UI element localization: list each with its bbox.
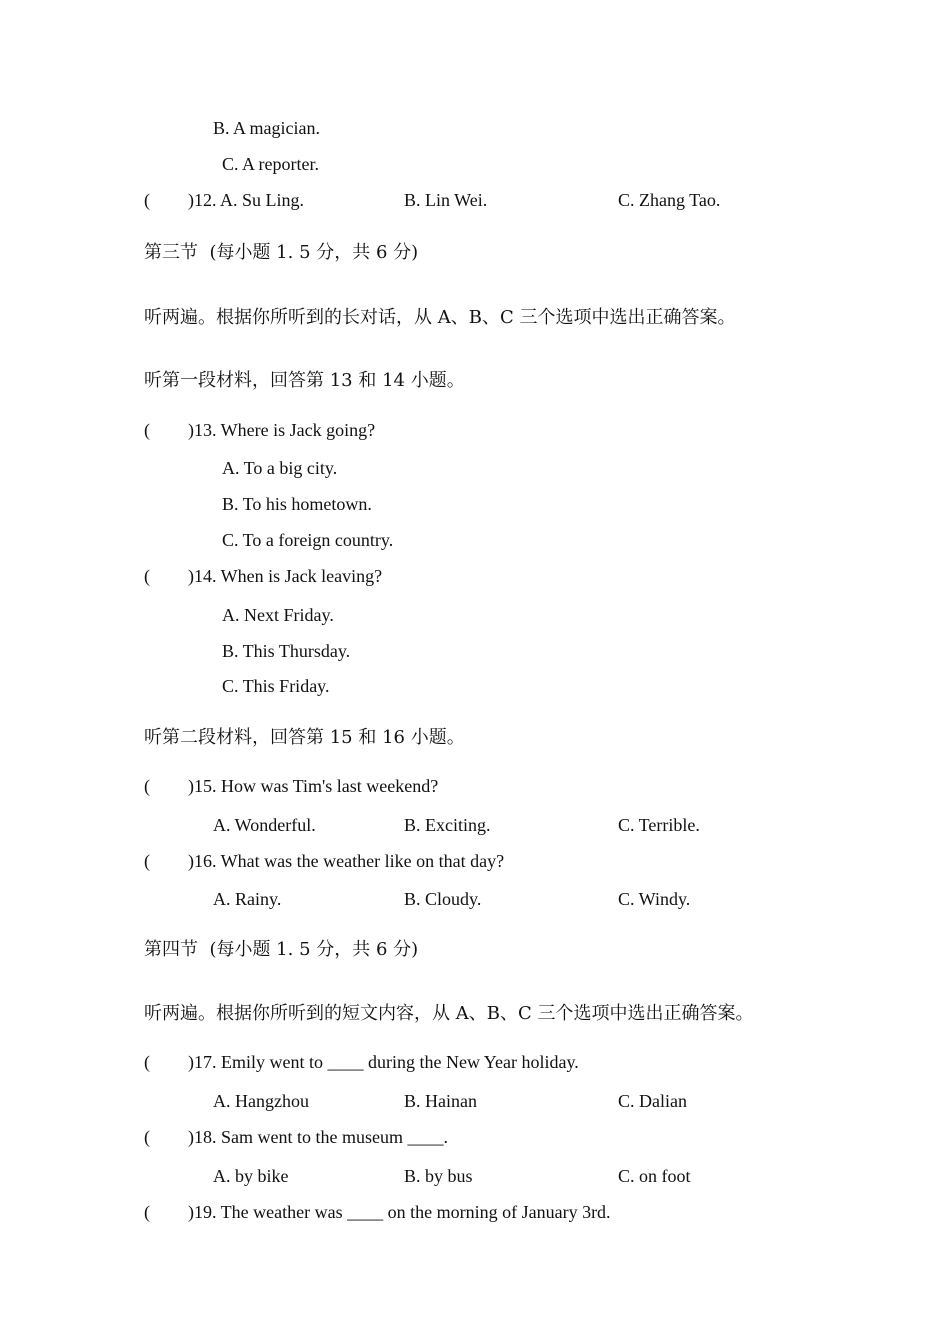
q19-stem: )19. The weather was ____ on the morning of January 3rd. bbox=[188, 1202, 611, 1222]
q17-paren: ( bbox=[144, 1052, 150, 1072]
section4-heading: 第四节 (每小题 1. 5 分，共 6 分) bbox=[144, 939, 419, 960]
q15-option-a: A. Wonderful. bbox=[213, 815, 316, 835]
section4-instruction: 听两遍。根据你所听到的短文内容，从 A、B、C 三个选项中选出正确答案。 bbox=[144, 1003, 754, 1024]
q11-option-b: B. A magician. bbox=[213, 118, 320, 138]
q18-option-c: C. on foot bbox=[618, 1166, 691, 1186]
q14-option-b: B. This Thursday. bbox=[222, 641, 351, 661]
q17-option-c: C. Dalian bbox=[618, 1091, 687, 1111]
q16-option-c: C. Windy. bbox=[618, 889, 691, 909]
section3-heading: 第三节 (每小题 1. 5 分，共 6 分) bbox=[144, 242, 419, 263]
q16-paren: ( bbox=[144, 851, 150, 871]
q17-stem: )17. Emily went to ____ during the New Year holiday. bbox=[188, 1052, 579, 1072]
q12-stem: )12. A. Su Ling. bbox=[188, 190, 305, 210]
section3-material1: 听第一段材料，回答第 13 和 14 小题。 bbox=[144, 370, 465, 391]
q14-option-a: A. Next Friday. bbox=[222, 605, 334, 625]
q15-stem: )15. How was Tim's last weekend? bbox=[188, 776, 439, 796]
q11-option-c: C. A reporter. bbox=[222, 154, 319, 174]
q17-option-b: B. Hainan bbox=[404, 1091, 477, 1111]
q14-stem: )14. When is Jack leaving? bbox=[188, 566, 383, 586]
q18-option-b: B. by bus bbox=[404, 1166, 473, 1186]
q18-paren: ( bbox=[144, 1127, 150, 1147]
q16-option-b: B. Cloudy. bbox=[404, 889, 482, 909]
q13-option-b: B. To his hometown. bbox=[222, 494, 372, 514]
q13-paren: ( bbox=[144, 420, 150, 440]
q18-stem: )18. Sam went to the museum ____. bbox=[188, 1127, 448, 1147]
q14-paren: ( bbox=[144, 566, 150, 586]
q17-option-a: A. Hangzhou bbox=[213, 1091, 309, 1111]
q13-stem: )13. Where is Jack going? bbox=[188, 420, 376, 440]
q18-option-a: A. by bike bbox=[213, 1166, 289, 1186]
q15-option-b: B. Exciting. bbox=[404, 815, 491, 835]
section3-material2: 听第二段材料，回答第 15 和 16 小题。 bbox=[144, 727, 465, 748]
q15-paren: ( bbox=[144, 776, 150, 796]
q15-option-c: C. Terrible. bbox=[618, 815, 700, 835]
q12-option-c: C. Zhang Tao. bbox=[618, 190, 721, 210]
q13-option-a: A. To a big city. bbox=[222, 458, 338, 478]
q16-option-a: A. Rainy. bbox=[213, 889, 282, 909]
q19-paren: ( bbox=[144, 1202, 150, 1222]
q14-option-c: C. This Friday. bbox=[222, 676, 330, 696]
q12-option-b: B. Lin Wei. bbox=[404, 190, 488, 210]
section3-instruction: 听两遍。根据你所听到的长对话，从 A、B、C 三个选项中选出正确答案。 bbox=[144, 307, 736, 328]
q13-option-c: C. To a foreign country. bbox=[222, 530, 394, 550]
q12-paren: ( bbox=[144, 190, 150, 210]
q16-stem: )16. What was the weather like on that day? bbox=[188, 851, 505, 871]
